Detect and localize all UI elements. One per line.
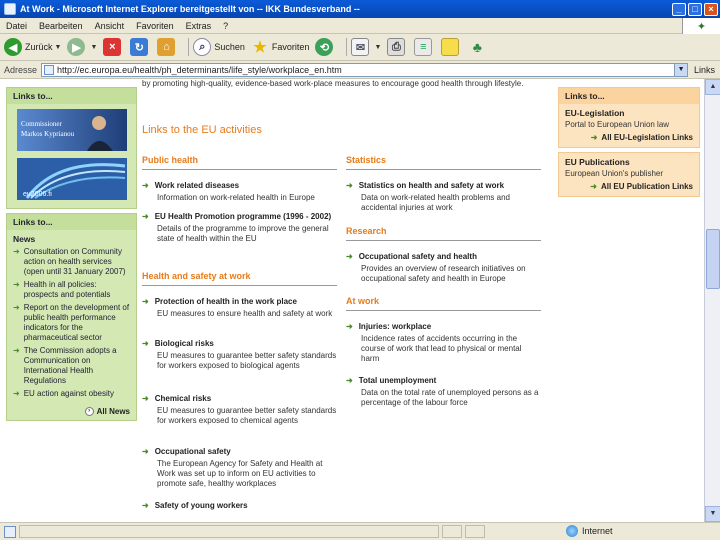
forward-arrow-icon: ▶: [67, 38, 85, 56]
stop-button[interactable]: [103, 38, 124, 56]
favorites-label: Favoriten: [271, 42, 310, 52]
links-header: Links to...: [7, 214, 136, 230]
arrow-icon: ➜: [346, 181, 353, 190]
home-button[interactable]: [157, 38, 178, 56]
news-item[interactable]: ➜ Consultation on Community action on health services (open until 31 January 2007): [13, 247, 126, 276]
messenger-button[interactable]: [468, 38, 489, 56]
entry-desc: Information on work-related health in Europe: [157, 193, 315, 202]
links-header: Links to...: [559, 88, 699, 104]
entry-link[interactable]: ➜ Biological risks: [142, 339, 214, 348]
discuss-button[interactable]: [441, 38, 462, 56]
section-divider: [142, 169, 337, 170]
links-box-2: [6, 213, 137, 421]
page-status-icon: [4, 526, 16, 538]
arrow-icon: ➜: [346, 376, 353, 385]
circle-arrow-icon: ›: [85, 407, 94, 416]
entry-link[interactable]: ➜ Occupational safety: [142, 447, 231, 456]
commissioner-caption-line: Commissioner: [21, 120, 62, 128]
print-button[interactable]: [387, 38, 408, 56]
toolbar-separator: [188, 38, 189, 56]
entry-link[interactable]: ➜ Safety of young workers: [142, 501, 248, 510]
note-icon: [441, 38, 459, 56]
section-divider: [346, 310, 541, 311]
news-item[interactable]: ➜ Health in all policies: prospects and potentials: [13, 280, 111, 299]
news-item[interactable]: ➜ EU action against obesity: [13, 389, 114, 398]
all-news-link[interactable]: › All News: [7, 401, 136, 420]
arrow-icon: ➜: [142, 181, 149, 190]
edit-button[interactable]: [414, 38, 435, 56]
scroll-thumb[interactable]: [706, 229, 720, 289]
forward-button[interactable]: [67, 38, 97, 56]
arrow-icon: ➜: [142, 394, 149, 403]
entry-desc: Provides an overview of research initiatives on occupational safety and health in Europe: [361, 264, 526, 283]
entry: [346, 322, 541, 364]
mail-icon: ✉: [351, 38, 369, 56]
entry: [346, 376, 541, 408]
mail-button[interactable]: [351, 38, 381, 56]
eu2006-caption: eu2006.fi: [23, 191, 52, 198]
commissioner-caption-line: Markos Kyprianou: [21, 130, 75, 138]
entry-link[interactable]: ➜ Total unemployment: [346, 376, 437, 385]
news-item[interactable]: ➜ The Commission adopts a Communication on International Health Regulations: [13, 346, 117, 385]
eu-legislation-link[interactable]: EU-Legislation: [565, 108, 625, 118]
section-divider: [346, 169, 541, 170]
entry: [142, 181, 337, 203]
chevron-down-icon: ▼: [374, 43, 382, 51]
bullet-arrow-icon: ➜: [13, 346, 20, 355]
entry: [142, 339, 337, 371]
entry-desc: EU measures to guarantee better safety standards for workers exposed to chemical agents: [157, 406, 337, 425]
entry: [142, 297, 337, 319]
entry-desc: Data on the total rate of unemployed persons as a percentage of the labour force: [361, 388, 539, 407]
entry-link[interactable]: ➜ Work related diseases: [142, 181, 240, 190]
menu-file[interactable]: Datei: [6, 20, 28, 31]
links-header: Links to...: [7, 88, 136, 104]
right-sidebar: [558, 87, 700, 201]
status-pane: [442, 525, 462, 538]
links-button[interactable]: Links: [694, 64, 716, 75]
section-divider: [346, 240, 541, 241]
status-pane: [465, 525, 485, 538]
back-button[interactable]: [4, 38, 61, 56]
entry: [142, 447, 337, 489]
entry-desc: Incidence rates of accidents occurring in the course of work that lead to physical or mental harm: [361, 334, 522, 363]
page-heading: Links to the EU activities: [142, 124, 262, 136]
arrow-icon: ➜: [142, 501, 149, 510]
entry-desc: Details of the programme to improve the general state of health within the EU: [157, 224, 329, 243]
address-input[interactable]: [41, 63, 675, 77]
news-item[interactable]: ➜ Report on the development of public health performance indicators for the pharmaceutical sector: [13, 303, 130, 342]
entry-desc: EU measures to ensure health and safety at work: [157, 309, 333, 318]
chevron-down-icon: ▼: [54, 43, 62, 51]
menu-edit[interactable]: Bearbeiten: [39, 20, 83, 31]
arrow-icon: ➜: [590, 133, 598, 142]
toolbar: [0, 34, 720, 61]
search-button[interactable]: [193, 38, 245, 56]
commissioner-banner[interactable]: [17, 109, 127, 151]
close-button[interactable]: ×: [704, 3, 718, 16]
toolbar-separator: [346, 38, 347, 56]
entry-desc: The European Agency for Safety and Health at Work was set up to inform on EU activities to promote safe, healthy workplaces: [157, 459, 323, 488]
links-box-1: [6, 87, 137, 209]
all-eu-legislation-link[interactable]: ➜ All EU-Legislation Links: [590, 133, 693, 142]
page-icon: [44, 65, 54, 75]
messenger-icon: ♣: [472, 39, 482, 55]
eu-legislation-box: [558, 87, 700, 148]
address-bar: [0, 61, 720, 79]
arrow-icon: ➜: [142, 297, 149, 306]
entry-desc: Data on work-related health problems and accidental injuries at work: [361, 193, 510, 212]
left-sidebar: [6, 87, 137, 421]
entry: [142, 212, 337, 244]
menu-favorites[interactable]: Favoriten: [136, 20, 174, 31]
menu-view[interactable]: Ansicht: [94, 20, 125, 31]
entry-link[interactable]: ➜ Protection of health in the work place: [142, 297, 297, 306]
address-dropdown-button[interactable]: ▼: [674, 63, 688, 77]
section-title-public-health: Public health: [142, 155, 199, 165]
history-button[interactable]: [315, 38, 336, 56]
section-divider: [142, 285, 337, 286]
chevron-down-icon: ▼: [90, 43, 98, 51]
edit-page-icon: ≡: [414, 38, 432, 56]
status-pane: [19, 525, 439, 538]
page-viewport: [0, 79, 704, 522]
eu-publications-box: [558, 152, 700, 197]
intro-text: by promoting high-quality, evidence-based work-place measures to encourage good health through lifestyle.: [142, 79, 524, 88]
scroll-up-button[interactable]: ▲: [705, 79, 720, 95]
entry-link[interactable]: ➜ Chemical risks: [142, 394, 212, 403]
entry-link[interactable]: ➜ Statistics on health and safety at work: [346, 181, 505, 190]
section-title-statistics: Statistics: [346, 155, 387, 165]
entry: [346, 181, 541, 213]
arrow-icon: ➜: [590, 182, 597, 191]
bullet-arrow-icon: ➜: [13, 280, 20, 289]
section-title-at-work: At work: [346, 296, 380, 306]
menu-tools[interactable]: Extras: [185, 20, 212, 31]
globe-icon: [566, 525, 578, 537]
arrow-icon: ➜: [346, 252, 353, 261]
arrow-icon: ➜: [142, 339, 149, 348]
minimize-button[interactable]: _: [672, 3, 686, 16]
entry: [346, 252, 541, 284]
search-label: Suchen: [214, 42, 245, 52]
ie-icon: [4, 3, 16, 15]
eu-publications-desc: European Union's publisher: [565, 169, 664, 178]
bullet-arrow-icon: ➜: [13, 247, 20, 256]
arrow-icon: ➜: [346, 322, 353, 331]
arrow-icon: ➜: [142, 447, 149, 456]
printer-icon: ⎙: [387, 38, 405, 56]
menu-bar: [0, 18, 720, 34]
title-bar: [0, 0, 720, 18]
eu2006-banner[interactable]: [17, 158, 127, 200]
section-title-research: Research: [346, 226, 387, 236]
home-icon: ⌂: [157, 38, 175, 56]
entry-link[interactable]: ➜ EU Health Promotion programme (1996 - 2002): [142, 212, 332, 221]
windows-flag-icon: ✦: [682, 18, 720, 34]
entry-link[interactable]: ➜ Occupational safety and health: [346, 252, 477, 261]
menu-help[interactable]: ?: [223, 20, 229, 31]
window-title: At Work - Microsoft Internet Explorer bereitgestellt von -- IKK Bundesverband --: [20, 4, 360, 14]
arrow-icon: ➜: [142, 212, 149, 221]
maximize-button[interactable]: □: [688, 3, 702, 16]
bullet-arrow-icon: ➜: [13, 389, 20, 398]
bullet-arrow-icon: ➜: [13, 303, 20, 312]
news-header: News: [13, 234, 36, 244]
section-title-health-safety: Health and safety at work: [142, 271, 251, 281]
status-bar: [0, 522, 720, 540]
refresh-icon: ↻: [130, 38, 148, 56]
vertical-scrollbar[interactable]: [704, 79, 720, 522]
eu-legislation-desc: Portal to European Union law: [565, 120, 670, 129]
eu-publications-link[interactable]: EU Publications: [565, 157, 630, 167]
stop-icon: ×: [103, 38, 121, 56]
entry-desc: EU measures to guarantee better safety standards for workers exposed to biological agents: [157, 351, 337, 370]
security-zone: [566, 525, 613, 537]
history-icon: ⟲: [315, 38, 333, 56]
back-arrow-icon: ◀: [4, 38, 22, 56]
entry: [142, 394, 337, 426]
address-url: http://ec.europa.eu/health/ph_determinants/life_style/workplace_en.htm: [57, 64, 342, 75]
entry: [142, 501, 337, 510]
star-icon: ★: [253, 39, 267, 56]
favorites-button[interactable]: [251, 38, 310, 56]
scroll-down-button[interactable]: ▼: [705, 506, 720, 522]
refresh-button[interactable]: [130, 38, 151, 56]
zone-label: Internet: [582, 526, 613, 536]
back-label: Zurück: [25, 42, 53, 52]
entry-link[interactable]: ➜ Injuries: workplace: [346, 322, 432, 331]
search-icon: ⌕: [193, 38, 211, 56]
address-label: Adresse: [4, 64, 38, 75]
all-eu-publications-link[interactable]: ➜ All EU Publication Links: [590, 182, 693, 191]
